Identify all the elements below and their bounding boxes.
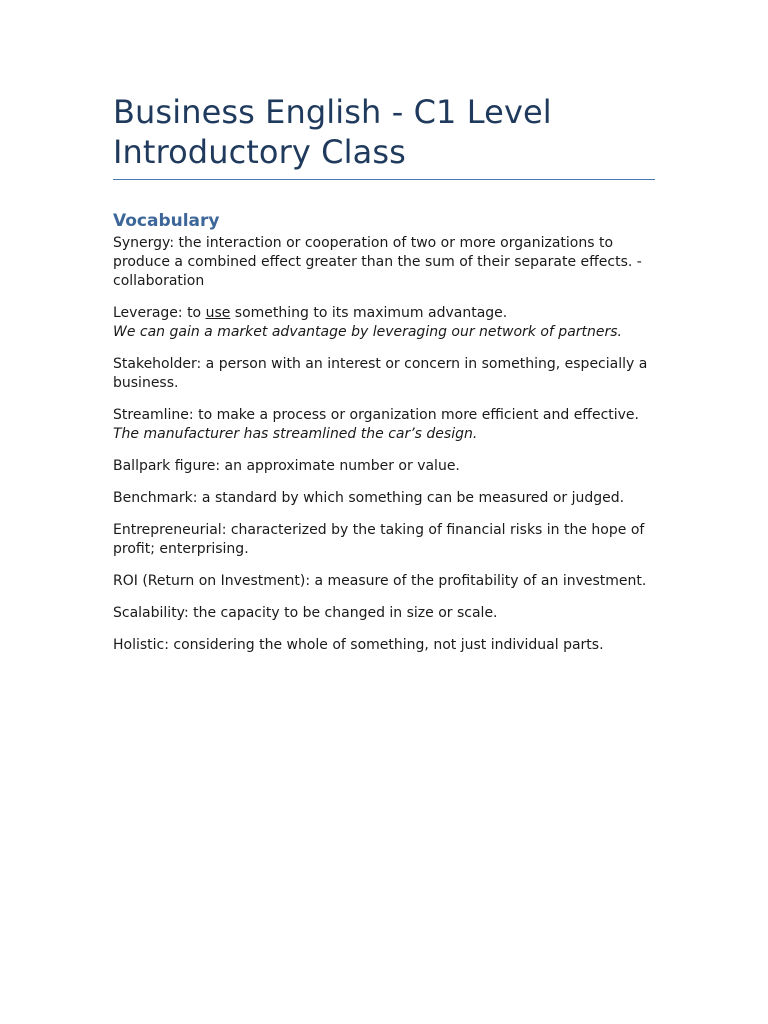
vocab-entry-ballpark-figure: [113, 457, 655, 476]
vocab-underlined-word: use: [205, 305, 231, 321]
vocab-definition: Ballpark figure: an approximate number or value.: [113, 458, 460, 474]
title-line-2: Introductory Class: [113, 133, 406, 171]
vocab-entry-roi: [113, 572, 655, 591]
vocab-definition: Holistic: considering the whole of something, not just individual parts.: [113, 637, 604, 653]
title-divider: [113, 179, 655, 180]
vocabulary-list: [113, 234, 655, 655]
vocab-definition: Synergy: the interaction or cooperation of two or more organizations to produce a combined effect greater than the sum of their separate effects. - collaboration: [113, 235, 642, 289]
vocab-entry-scalability: [113, 604, 655, 623]
vocab-definition: ROI (Return on Investment): a measure of the profitability of an investment.: [113, 573, 647, 589]
vocab-definition: Benchmark: a standard by which something can be measured or judged.: [113, 490, 625, 506]
document-content: [113, 92, 655, 668]
vocab-definition: Entrepreneurial: characterized by the taking of financial risks in the hope of profit; enterprising.: [113, 522, 645, 557]
vocab-example: We can gain a market advantage by leveraging our network of partners.: [113, 324, 623, 340]
vocab-definition-end: something to its maximum advantage.: [230, 305, 508, 321]
vocab-entry-benchmark: [113, 489, 655, 508]
vocab-entry-synergy: [113, 234, 655, 291]
vocab-definition: Streamline: to make a process or organization more efficient and effective.: [113, 407, 639, 423]
vocab-entry-entrepreneurial: [113, 521, 655, 559]
document-title: [113, 92, 655, 172]
vocab-example: The manufacturer has streamlined the car’s design.: [113, 426, 478, 442]
section-heading-vocabulary: Vocabulary: [113, 211, 220, 231]
vocab-definition: Stakeholder: a person with an interest or concern in something, especially a business.: [113, 356, 648, 391]
vocab-entry-streamline: [113, 406, 655, 444]
title-line-1: Business English - C1 Level: [113, 93, 552, 131]
vocab-entry-stakeholder: [113, 355, 655, 393]
vocab-entry-leverage: [113, 304, 655, 342]
vocab-definition: Scalability: the capacity to be changed in size or scale.: [113, 605, 498, 621]
vocab-definition-start: Leverage: to: [113, 305, 206, 321]
vocab-entry-holistic: [113, 636, 655, 655]
